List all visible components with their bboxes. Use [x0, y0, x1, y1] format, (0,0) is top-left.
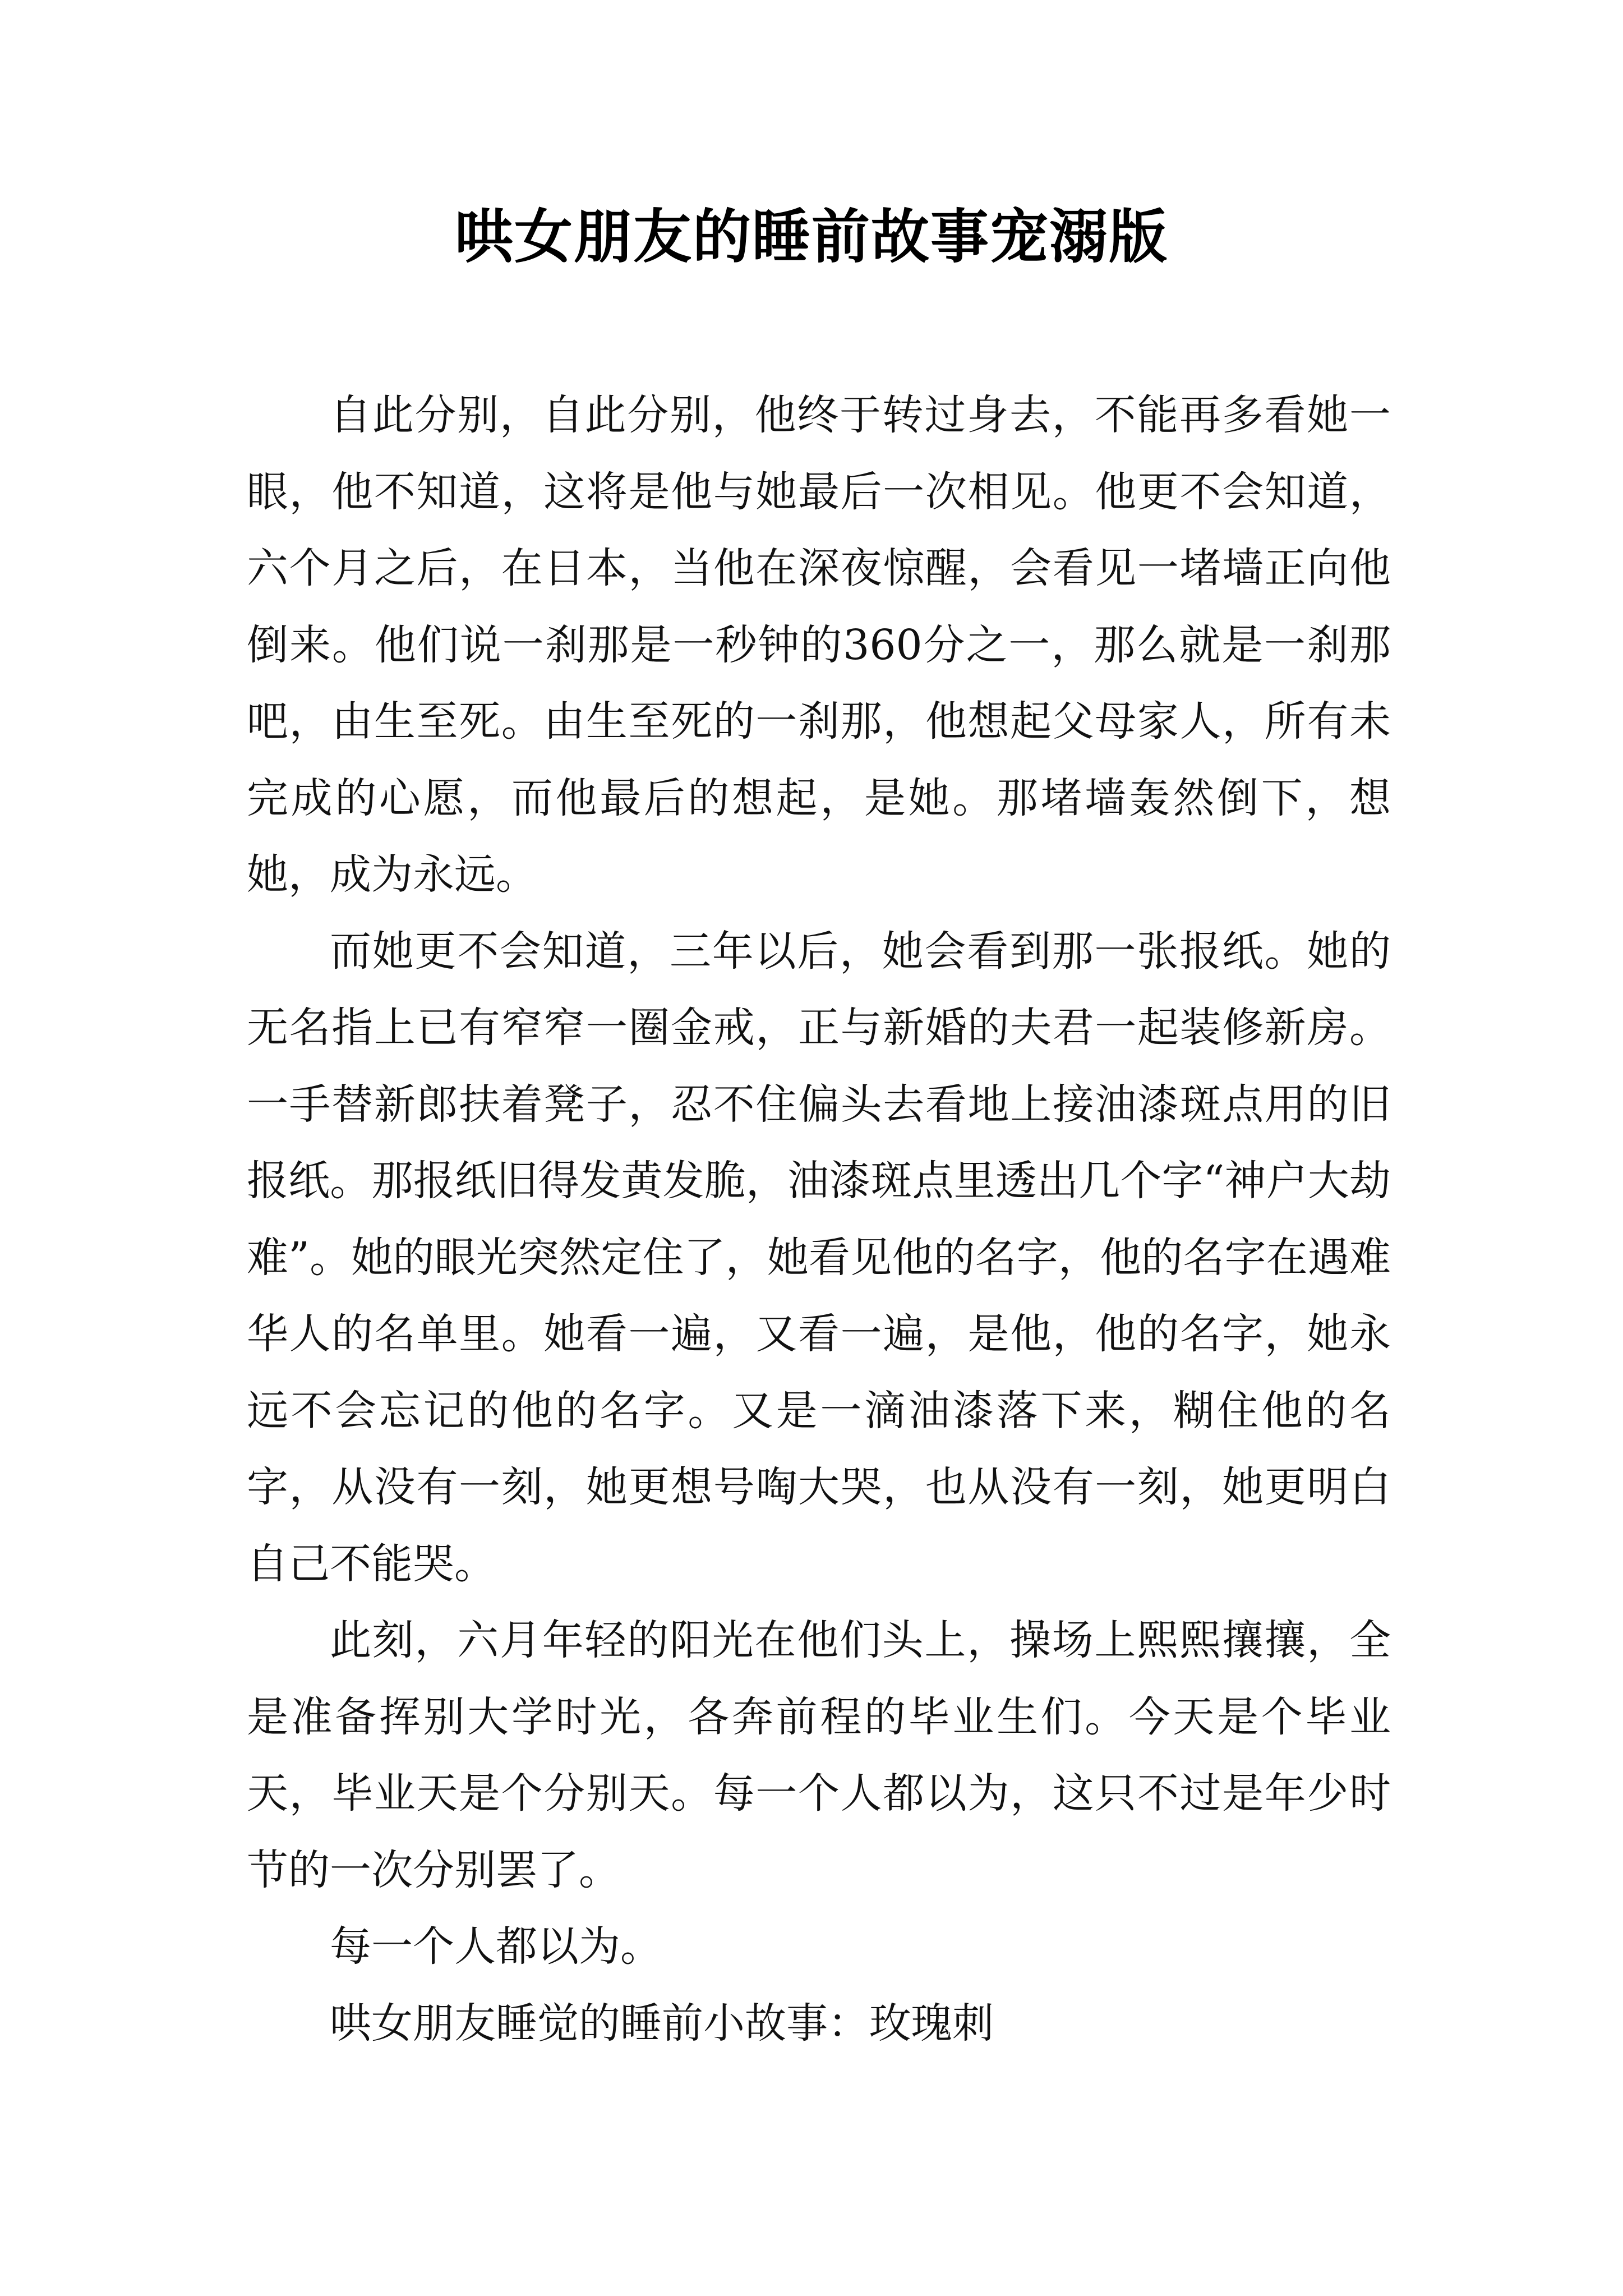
document-body [247, 377, 1391, 2062]
paragraph: 而她更不会知道，三年以后，她会看到那一张报纸。她的无名指上已有窄窄一圈金戒，正与新婚的夫君一起装修新房。一手替新郎扶着凳子，忍不住偏头去看地上接油漆斑点用的旧报纸。那报纸旧得发黄发脆，油漆斑点里透出几个字“神户大劫难”。她的眼光突然定住了，她看见他的名字，他的名字在遇难华人的名单里。她看一遍，又看一遍，是他，他的名字，她永远不会忘记的他的名字。又是一滴油漆落下来，糊住他的名字，从没有一刻，她更想号啕大哭，也从没有一刻，她更明白自己不能哭。 [247, 927, 1391, 1588]
paragraph: 自此分别，自此分别，他终于转过身去，不能再多看她一眼，他不知道，这将是他与她最后一次相见。他更不会知道，六个月之后，在日本，当他在深夜惊醒，会看见一堵墙正向他倒来。他们说一刹那是一秒钟的360分之一，那么就是一刹那吧，由生至死。由生至死的一刹那，他想起父母家人，所有未完成的心愿，而他最后的想起，是她。那堵墙轰然倒下，想她，成为永远。 [247, 391, 1391, 899]
paragraph: 此刻，六月年轻的阳光在他们头上，操场上熙熙攘攘，全是准备挥别大学时光，各奔前程的毕业生们。今天是个毕业天，毕业天是个分别天。每一个人都以为，这只不过是年少时节的一次分别罢了。 [247, 1616, 1391, 1894]
paragraph: 每一个人都以为。 [330, 1922, 662, 1971]
document-title: 哄女朋友的睡前故事宠溺版 [454, 202, 1168, 271]
section-heading: 哄女朋友睡觉的睡前小故事：玫瑰刺 [330, 1999, 994, 2047]
